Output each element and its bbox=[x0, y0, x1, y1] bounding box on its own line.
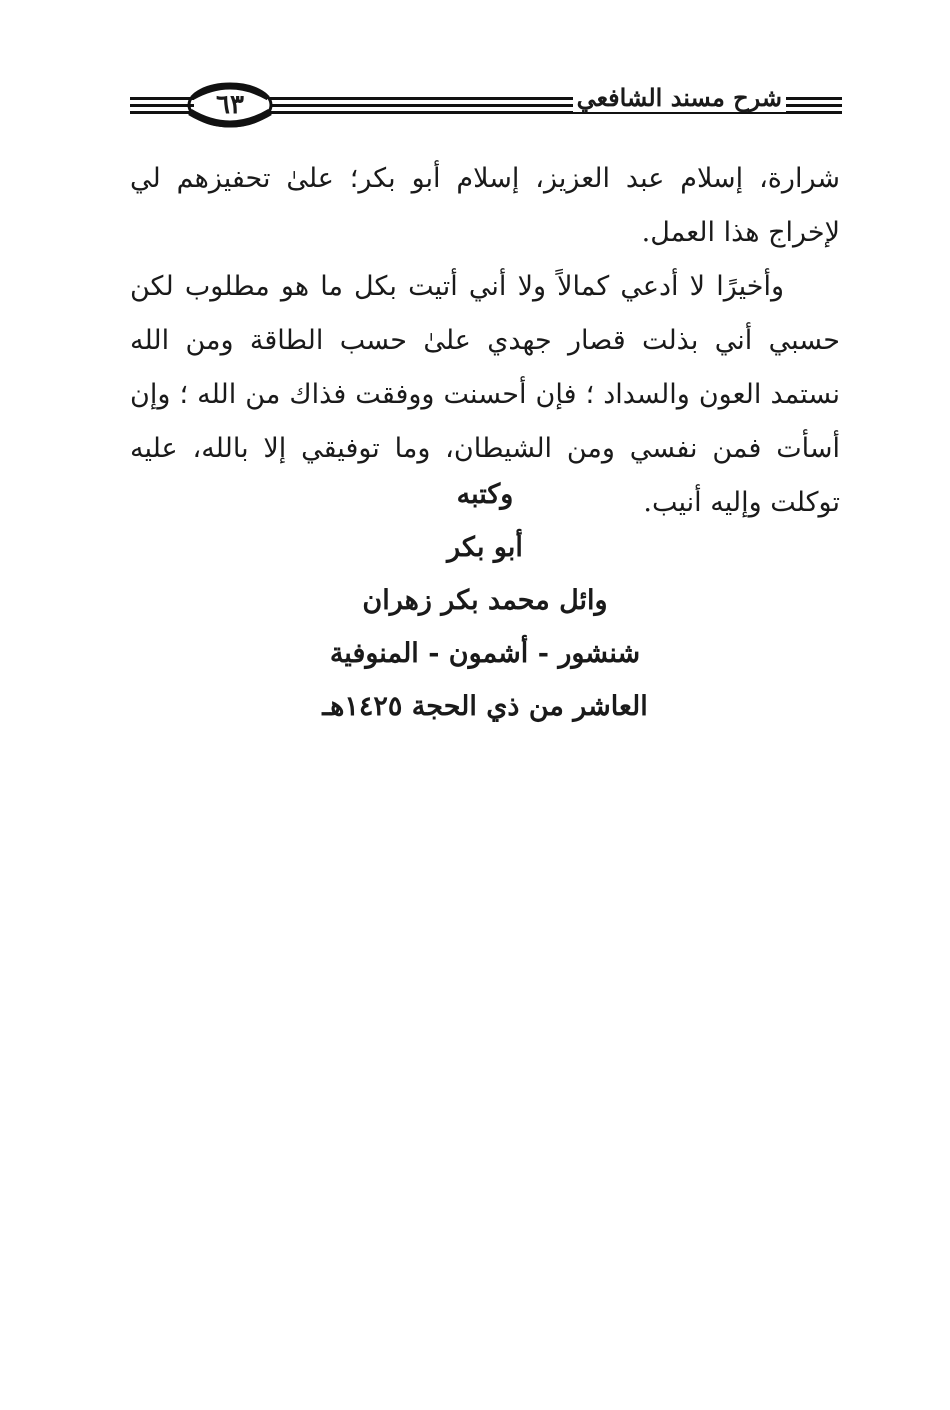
signature-author-name: وائل محمد بكر زهران bbox=[362, 585, 608, 616]
paragraph-closing: وأخيرًا لا أدعي كمالاً ولا أني أتيت بكل ما هو مطلوب لكن حسبي أني بذلت قصار جهدي علىٰ حسب الطاقة ومن الله نستمد العون والسداد ؛ فإن أحسنت ووفقت فذاك من الله ؛ وإن أسأت فمن نفسي ومن الشيطان، وما توفيقي إلا بالله، عليه توكلت وإليه أنيب. bbox=[130, 271, 840, 518]
signature-location: شنشور - أشمون - المنوفية bbox=[329, 638, 641, 669]
signature-written-by: وكتبه bbox=[456, 479, 514, 510]
signature-date: العاشر من ذي الحجة ١٤٢٥هـ bbox=[322, 691, 648, 722]
signature-kunya: أبو بكر bbox=[447, 532, 523, 563]
signature-block bbox=[130, 468, 840, 733]
page-header bbox=[130, 78, 842, 134]
paragraph-acknowledgement: شرارة، إسلام عبد العزيز، إسلام أبو بكر؛ علىٰ تحفيزهم لي لإخراج هذا العمل. bbox=[130, 163, 840, 248]
book-title: شرح مسند الشافعي bbox=[573, 84, 786, 112]
page-number: ٦٣ bbox=[216, 90, 244, 120]
